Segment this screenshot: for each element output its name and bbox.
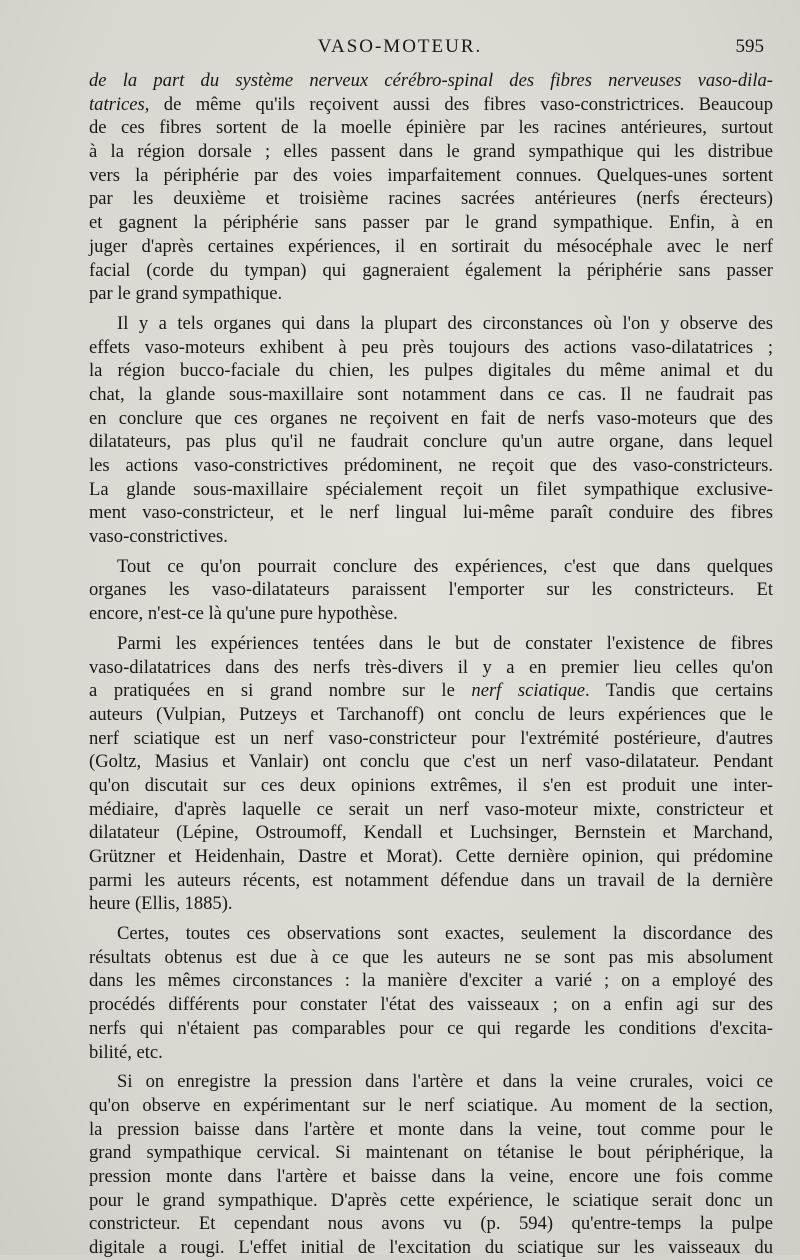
line-text: Grützner et Heidenhain, Dastre et Morat). Cette dernière opinion, qui prédomine [89, 846, 773, 867]
text-line [89, 1189, 773, 1213]
text-line [89, 1094, 773, 1118]
text-line [89, 1165, 773, 1189]
line-text: . Tandis que certains [585, 680, 774, 702]
text-line [89, 656, 773, 680]
text-line [89, 164, 773, 188]
line-text: juger d'après certaines expériences, il en sortirait du mésocéphale avec le nerf [89, 235, 773, 257]
text-line [89, 454, 773, 478]
line-text: médiaire, d'après laquelle ce serait un nerf vaso-moteur mixte, constricteur et [89, 798, 773, 820]
text-line [89, 235, 773, 259]
line-text: par le grand sympathique. [89, 283, 283, 305]
text-line [89, 679, 773, 703]
text-line [89, 922, 773, 946]
text-line [89, 1070, 773, 1094]
line-text: parmi les auteurs récents, est notamment défendue dans un travail de la dernière [89, 869, 773, 891]
text-line [89, 845, 773, 869]
line-text: de ces fibres sortent de la moelle épinière par les racines antérieures, surtout [89, 117, 773, 139]
text-line [89, 116, 773, 140]
line-text: (Goltz, Masius et Vanlair) ont conclu que c'est un nerf vaso-dilatateur. Pendant [89, 751, 773, 773]
line-text: Parmi les expériences tentées dans le but de constater l'existence de fibres [117, 632, 773, 654]
text-line [89, 187, 773, 211]
text-line [89, 727, 773, 751]
text-line [89, 946, 773, 970]
line-text: nerfs qui n'étaient pas comparables pour ce qui regarde les conditions d'excita- [89, 1017, 773, 1039]
line-text: qu'on discutait sur ces deux opinions extrêmes, il s'en est produit une inter- [89, 774, 773, 796]
text-line [89, 407, 773, 431]
line-text: dans les mêmes circonstances : la manière d'exciter a varié ; on a employé des [89, 970, 773, 992]
line-text: ment vaso-constricteur, et le nerf lingual lui-même paraît conduire des fibres [89, 502, 773, 524]
text-line [89, 821, 773, 845]
text-line [89, 312, 773, 336]
line-text: , de même qu'ils reçoivent aussi des fibres vaso-constrictrices. Beaucoup [144, 93, 773, 115]
line-text: la région bucco-faciale du chien, les pulpes digitales du même animal et du [89, 360, 773, 382]
text-line [89, 798, 773, 822]
italic-text: nerf sciatique [471, 680, 586, 702]
line-text: nerf sciatique est un nerf vaso-constricteur pour l'extrémité postérieure, d'autres [89, 727, 773, 749]
line-text: Si on enregistre la pression dans l'artère et dans la veine crurales, voici ce [117, 1071, 773, 1093]
line-text: vaso-constrictives. [89, 526, 228, 548]
text-line [89, 1212, 773, 1236]
text-line [89, 525, 773, 549]
line-text: les actions vaso-constrictives prédominent, ne reçoit que des vaso-constricteurs. [89, 455, 773, 476]
line-text: La glande sous-maxillaire spécialement reçoit un filet sympathique exclusive- [89, 478, 773, 500]
text-line [89, 993, 773, 1017]
line-text: a pratiquées en si grand nombre sur le [89, 680, 472, 702]
line-text: Certes, toutes ces observations sont exactes, seulement la discordance des [117, 923, 773, 945]
text-line [89, 69, 773, 93]
line-text: grand sympathique cervical. Si maintenant on tétanise le bout périphérique, la [89, 1142, 773, 1164]
body-text [89, 69, 773, 1260]
text-line [89, 501, 773, 525]
text-line [89, 869, 773, 893]
text-line [89, 282, 773, 306]
line-text: heure (Ellis, 1885). [89, 893, 233, 915]
line-text: vaso-dilatatrices dans des nerfs très-divers il y a en premier lieu celles qu'on [89, 656, 773, 678]
text-line [89, 1118, 773, 1142]
text-line [89, 750, 773, 774]
italic-text: de la part du système nerveux cérébro-spinal des fibres nerveuses vaso-dila- [89, 70, 773, 91]
line-text: vers la périphérie par des voies imparfaitement connues. Quelques-unes sortent [89, 164, 773, 186]
text-line [89, 578, 773, 602]
line-text: encore, n'est-ce là qu'une pure hypothèse. [89, 603, 398, 625]
line-text: bilité, etc. [89, 1041, 163, 1063]
line-text: par les deuxième et troisième racines sacrées antérieures (nerfs érecteurs) [89, 188, 773, 210]
text-line [89, 555, 773, 579]
line-text: qu'on observe en expérimentant sur le nerf sciatique. Au moment de la section, [89, 1094, 773, 1116]
page-number: 595 [735, 36, 764, 57]
line-text: organes les vaso-dilatateurs paraissent l'emporter sur les constricteurs. Et [89, 579, 773, 601]
text-line [89, 259, 773, 283]
text-line [89, 140, 773, 164]
text-line [89, 1236, 773, 1260]
line-text: auteurs (Vulpian, Putzeys et Tarchanoff) ont conclu de leurs expériences que le [89, 703, 773, 725]
line-text: Il y a tels organes qui dans la plupart des circonstances où l'on y observe des [117, 312, 773, 334]
text-line [89, 359, 773, 383]
line-text: la pression baisse dans l'artère et monte dans la veine, tout comme pour le [89, 1118, 773, 1140]
text-line [89, 774, 773, 798]
text-line [89, 602, 773, 626]
line-text: en conclure que ces organes ne reçoivent en fait de nerfs vaso-moteurs que des [89, 407, 773, 429]
text-line [89, 1041, 773, 1065]
line-text: pression monte dans l'artère et baisse dans la veine, encore une fois comme [89, 1165, 773, 1187]
line-text: procédés différents pour constater l'état des vaisseaux ; on a enfin agi sur des [89, 994, 773, 1016]
text-line [89, 93, 773, 117]
line-text: à la région dorsale ; elles passent dans le grand sympathique qui les distribue [89, 141, 773, 163]
text-line [89, 703, 773, 727]
line-text: pour le grand sympathique. D'après cette expérience, le sciatique serait donc un [89, 1189, 773, 1211]
line-text: facial (corde du tympan) qui gagneraient également la périphérie sans passer [89, 259, 773, 281]
text-line [89, 430, 773, 454]
line-text: dilatateurs, pas plus qu'il ne faudrait conclure qu'un autre organe, dans lequel [89, 431, 773, 453]
line-text: effets vaso-moteurs exhibent à peu près toujours des actions vaso-dilatatrices ; [89, 336, 773, 358]
line-text: et gagnent la périphérie sans passer par le grand sympathique. Enfin, à en [89, 212, 773, 234]
text-line [89, 211, 773, 235]
running-header [0, 36, 800, 64]
line-text: chat, la glande sous-maxillaire sont notamment dans ce cas. Il ne faudrait pas [89, 383, 773, 405]
italic-text: tatrices [89, 93, 145, 115]
text-line [89, 1017, 773, 1041]
text-line [89, 383, 773, 407]
line-text: Tout ce qu'on pourrait conclure des expériences, c'est que dans quelques [117, 555, 773, 577]
line-text: dilatateur (Lépine, Ostroumoff, Kendall et Luchsinger, Bernstein et Marchand, [89, 822, 773, 844]
line-text: constricteur. Et cependant nous avons vu (p. 594) qu'entre-temps la pulpe [89, 1213, 773, 1235]
text-line [89, 478, 773, 502]
text-line [89, 336, 773, 360]
text-line [89, 969, 773, 993]
text-line [89, 1141, 773, 1165]
line-text: résultats obtenus est due à ce que les auteurs ne se sont pas mis absolument [89, 946, 773, 968]
text-line [89, 632, 773, 656]
running-title: VASO-MOTEUR. [317, 36, 483, 57]
text-line [89, 892, 773, 916]
line-text: digitale a rougi. L'effet initial de l'excitation du sciatique sur les vaisseaux du [89, 1237, 773, 1258]
